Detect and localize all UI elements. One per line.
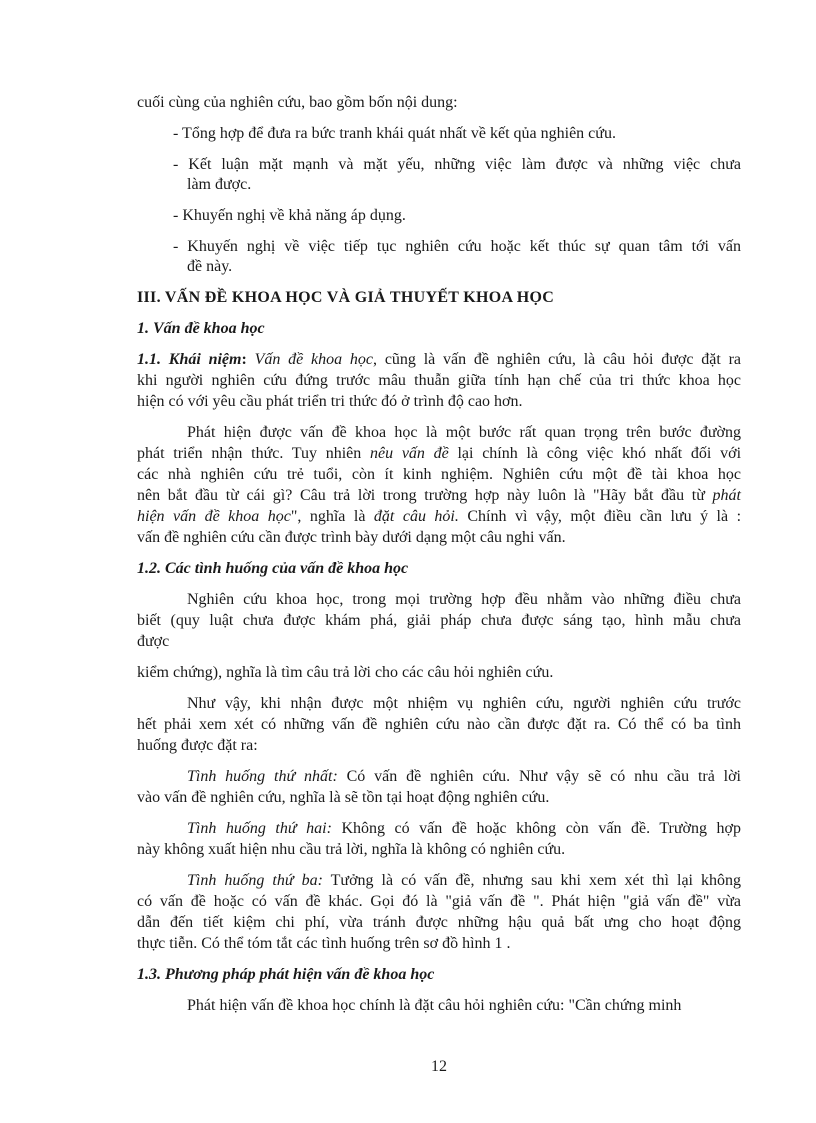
paragraph-first-line: Phát hiện vấn đề khoa học chính là đặt câu hỏi nghiên cứu: "Cần chứng minh [187,997,682,1014]
text-line: hết phải xem xét có những vấn đề nghiên cứu nào cần được đặt ra. Có thể có ba tình [137,716,741,733]
section-heading: III. VẤN ĐỀ KHOA HỌC VÀ GIẢ THUYẾT KHOA HỌC [137,289,555,306]
case-label: Tình huống thứ hai: [187,820,332,837]
text-line: kiểm chứng), nghĩa là tìm câu trả lời cho các câu hỏi nghiên cứu. [137,664,554,681]
case-label: Tình huống thứ nhất: [187,768,338,785]
paragraph-first-line: Như vậy, khi nhận được một nhiệm vụ nghiên cứu, người nghiên cứu trước [187,695,741,712]
text-line: phát triển nhận thức. Tuy nhiên nêu vấn đề lại chính là công việc khó nhất đối với [137,445,742,462]
text-line: huống được đặt ra: [137,737,258,754]
text-line: các nhà nghiên cứu trẻ tuổi, còn ít kinh nghiệm. Nghiên cứu một đề tài khoa học [137,466,741,483]
subsection-heading: 1.3. Phương pháp phát hiện vấn đề khoa học [137,966,435,983]
text-line: biết (quy luật chưa được khám phá, giải pháp chưa được sáng tạo, hình mẫu chưa [137,612,741,629]
definition-line: 1.1. Khái niệm: Vấn đề khoa học, cũng là vấn đề nghiên cứu, là câu hỏi được đặt ra [137,351,742,368]
text-line: hiện có với yêu cầu phát triển tri thức đó ở trình độ cao hơn. [137,393,523,410]
paragraph-first-line: Tình huống thứ ba: Tưởng là có vấn đề, nhưng sau khi xem xét thì lại không [187,872,742,889]
paragraph-first-line: Tình huống thứ nhất: Có vấn đề nghiên cứu. Như vậy sẽ có nhu cầu trả lời [187,768,741,785]
subsection-heading: 1.2. Các tình huống của vấn đề khoa học [137,560,409,577]
definition-term: 1.1. Khái niệm [137,351,242,368]
bullet-item-continuation: đề này. [187,258,233,275]
text-line: vào vấn đề nghiên cứu, nghĩa là sẽ tồn tại hoạt động nghiên cứu. [137,789,550,806]
subsection-heading: 1. Vấn đề khoa học [137,320,265,337]
text-line: được [137,633,170,650]
bullet-item: - Khuyến nghị về khả năng áp dụng. [173,207,406,224]
paragraph-first-line: Nghiên cứu khoa học, trong mọi trường hợp đều nhằm vào những điều chưa [187,591,741,608]
bullet-item: - Kết luận mặt mạnh và mặt yếu, những việc làm được và những việc chưa [173,156,741,173]
case-label: Tình huống thứ ba: [187,872,323,889]
text-line: nên bắt đầu từ cái gì? Câu trả lời trong trường hợp này luôn là "Hãy bắt đầu từ phát [137,487,741,504]
bullet-item-continuation: làm được. [187,176,252,193]
text-line: dẫn đến tiết kiệm chi phí, vừa tránh được những hậu quả bất ưng cho hoạt động [137,914,741,931]
page-number: 12 [431,1058,447,1075]
bullet-item: - Khuyến nghị về việc tiếp tục nghiên cứu hoặc kết thúc sự quan tâm tới vấn [173,238,741,255]
text-line: hiện vấn đề khoa học", nghĩa là đặt câu hỏi. Chính vì vậy, một điều cần lưu ý là : [137,508,742,525]
text-line: khi người nghiên cứu đứng trước mâu thuẫn giữa tính hạn chế của tri thức khoa học [137,372,741,389]
paragraph-first-line: Phát hiện được vấn đề khoa học là một bước rất quan trọng trên bước đường [187,424,741,441]
text-line: cuối cùng của nghiên cứu, bao gồm bốn nội dung: [137,94,458,111]
paragraph-first-line: Tình huống thứ hai: Không có vấn đề hoặc không còn vấn đề. Trường hợp [187,820,741,837]
text-line: có vấn đề hoặc có vấn đề khác. Gọi đó là "giả vấn đề ". Phát hiện "giả vấn đề" vừa [137,893,741,910]
text-line: vấn đề nghiên cứu cần được trình bày dưới dạng một câu nghi vấn. [137,529,566,546]
text-line: thực tiễn. Có thể tóm tắt các tình huống trên sơ đồ hình 1 . [137,935,511,952]
definition-keyword: Vấn đề khoa học [254,351,374,368]
text-line: này không xuất hiện nhu cầu trả lời, nghĩa là không có nghiên cứu. [137,841,566,858]
bullet-item: - Tổng hợp để đưa ra bức tranh khái quát nhất về kết qủa nghiên cứu. [173,125,616,142]
